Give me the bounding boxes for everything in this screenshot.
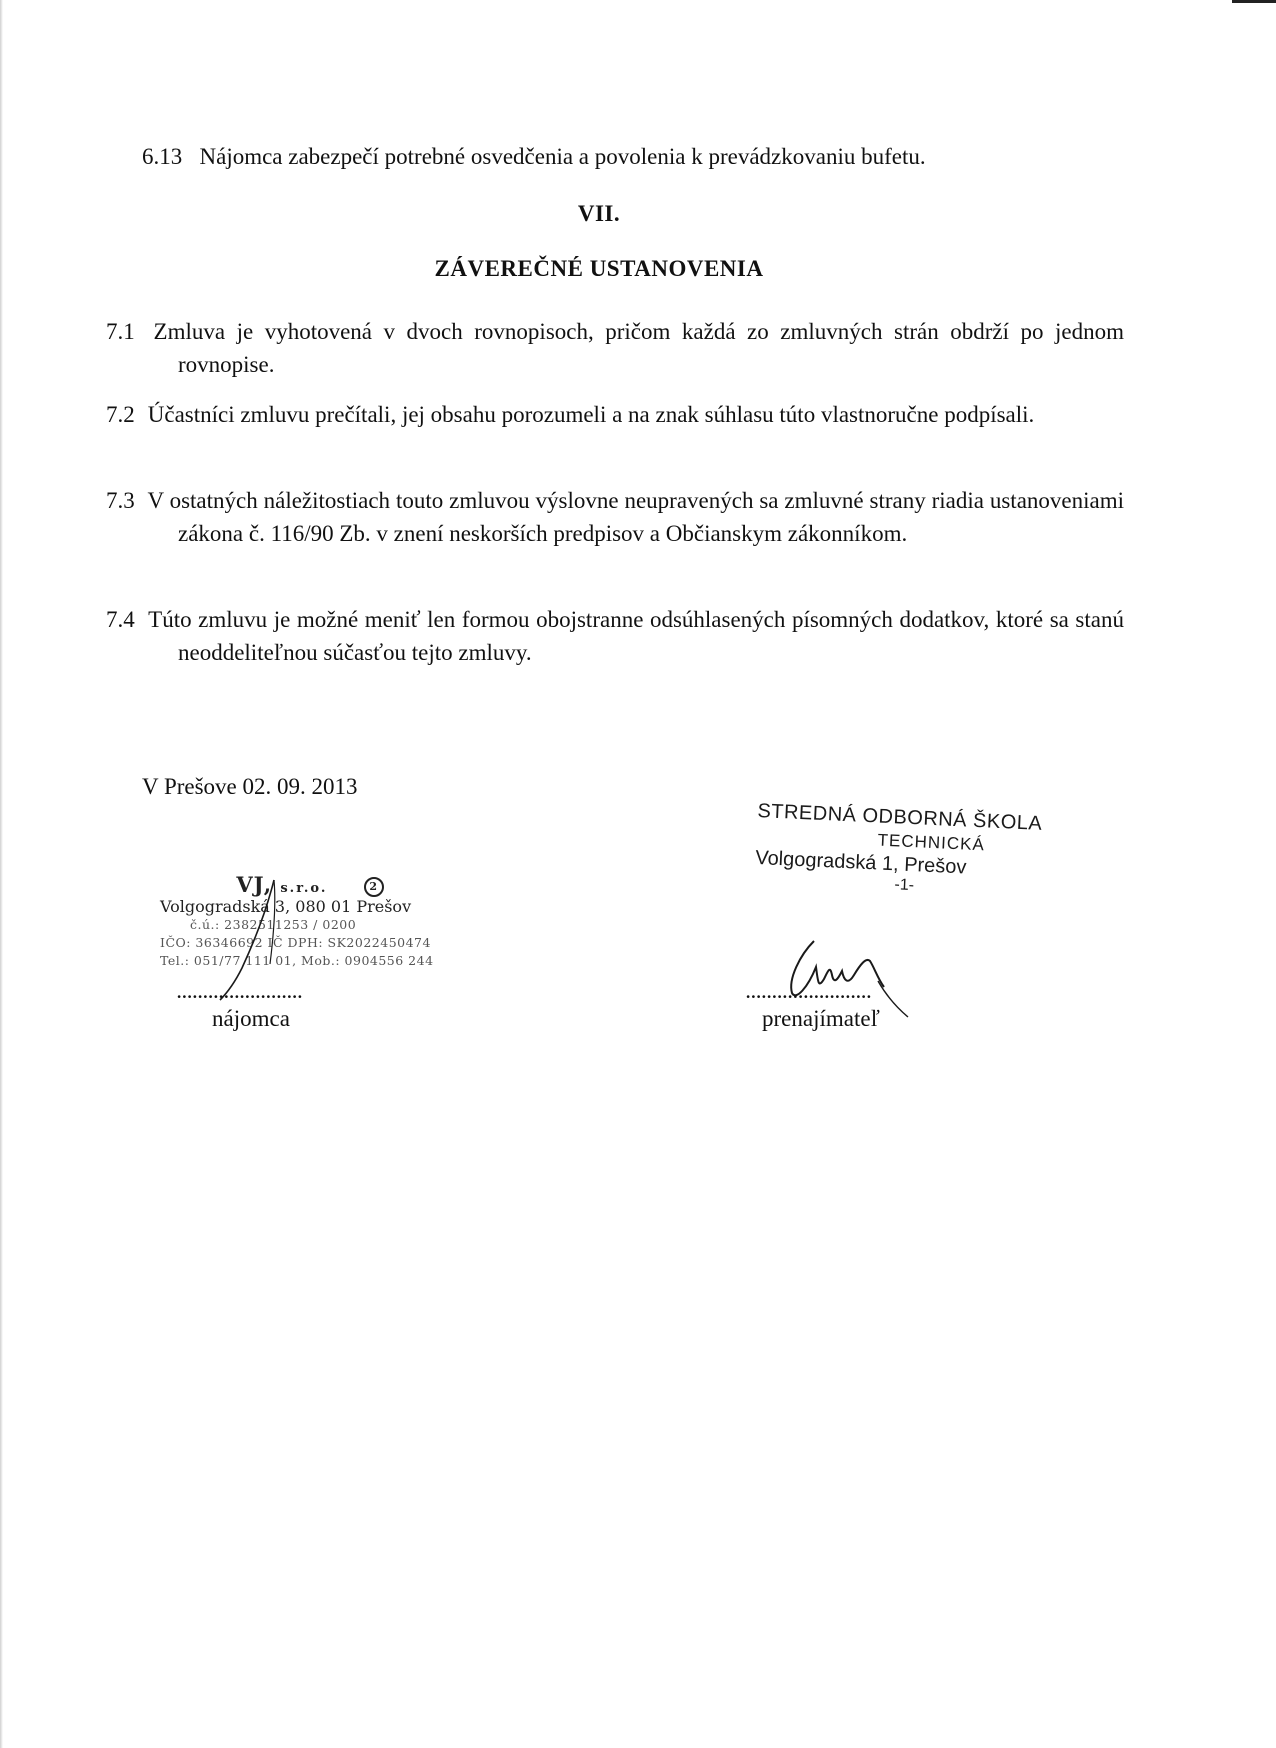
stamp-ids: IČO: 36346692 IČ DPH: SK2022450474 [160, 935, 431, 950]
clause-text: Túto zmluvu je možné meniť len formou obojstranne odsúhlasených písomných dodatkov, ktoré sa stanú neoddeliteľnou súčasťou tejto zmluvy. [148, 607, 1124, 665]
tenant-label: nájomca [212, 1006, 290, 1031]
clause-7-2: 7.2 Účastníci zmluvu prečítali, jej obsahu porozumeli a na znak súhlasu túto vlastnoručne podpísali. [106, 402, 1035, 427]
clause-7-1: 7.1 Zmluva je vyhotovená v dvoch rovnopisoch, pričom každá zo zmluvných strán obdrží po jednom rovnopise. [106, 319, 1125, 377]
stamp-circle-mark: 2 [364, 877, 384, 897]
landlord-label: prenajímateľ [762, 1006, 880, 1031]
place-date: V Prešove 02. 09. 2013 [142, 774, 358, 799]
clause-number: 6.13 [142, 144, 183, 169]
clause-7-4: 7.4 Túto zmluvu je možné meniť len formou obojstranne odsúhlasených písomných dodatkov, ktoré sa stanú neoddeliteľnou súčasťou tejto zmluvy. [106, 607, 1124, 665]
landlord-stamp [754, 800, 1048, 901]
stamp-account: č.ú.: 2382511253 / 0200 [190, 917, 357, 932]
section-number: VII. [577, 201, 621, 226]
clause-text: Nájomca zabezpečí potrebné osvedčenia a povolenia k prevádzkovaniu bufetu. [199, 144, 926, 169]
scan-mark [1232, 0, 1276, 3]
landlord-stamp-number: -1- [894, 876, 915, 895]
clause-text: V ostatných náležitostiach touto zmluvou výslovne neupravených sa zmluvné strany riadia ustanoveniami zákona č. 116/90 Zb. v znení neskorších predpisov a Občianskym zákonníkom. [147, 488, 1124, 546]
stamp-address: Volgogradská 3, 080 01 Prešov [160, 897, 412, 916]
clause-7-3: 7.3 V ostatných náležitostiach touto zmluvou výslovne neupravených sa zmluvné strany riadia ustanoveniami zákona č. 116/90 Zb. v znení neskorších predpisov a Občianskym zákonníkom. [106, 488, 1124, 546]
clause-text: Účastníci zmluvu prečítali, jej obsahu porozumeli a na znak súhlasu túto vlastnoručne podpísali. [147, 402, 1035, 427]
stamp-firm-line [160, 872, 460, 897]
landlord-stamp-type: TECHNICKÁ [877, 830, 986, 855]
clause-6-13 [142, 140, 1088, 173]
tenant-signature-line: ........................ [177, 983, 303, 1002]
tenant-stamp [160, 872, 460, 970]
landlord-stamp-name: STREDNÁ ODBORNÁ ŠKOLA [757, 800, 1043, 835]
stamp-firm-suffix: s.r.o. [280, 881, 328, 896]
landlord-signature-line: ........................ [746, 983, 872, 1002]
section-title: ZÁVEREČNÉ USTANOVENIA [434, 256, 764, 281]
stamp-firm-name: VJ, [236, 872, 273, 897]
clause-text: Zmluva je vyhotovená v dvoch rovnopisoch, pričom každá zo zmluvných strán obdrží po jednom rovnopise. [153, 319, 1125, 377]
stamp-phone: Tel.: 051/77 111 01, Mob.: 0904556 244 [160, 953, 434, 968]
landlord-stamp-address: Volgogradská 1, Prešov [754, 846, 967, 879]
